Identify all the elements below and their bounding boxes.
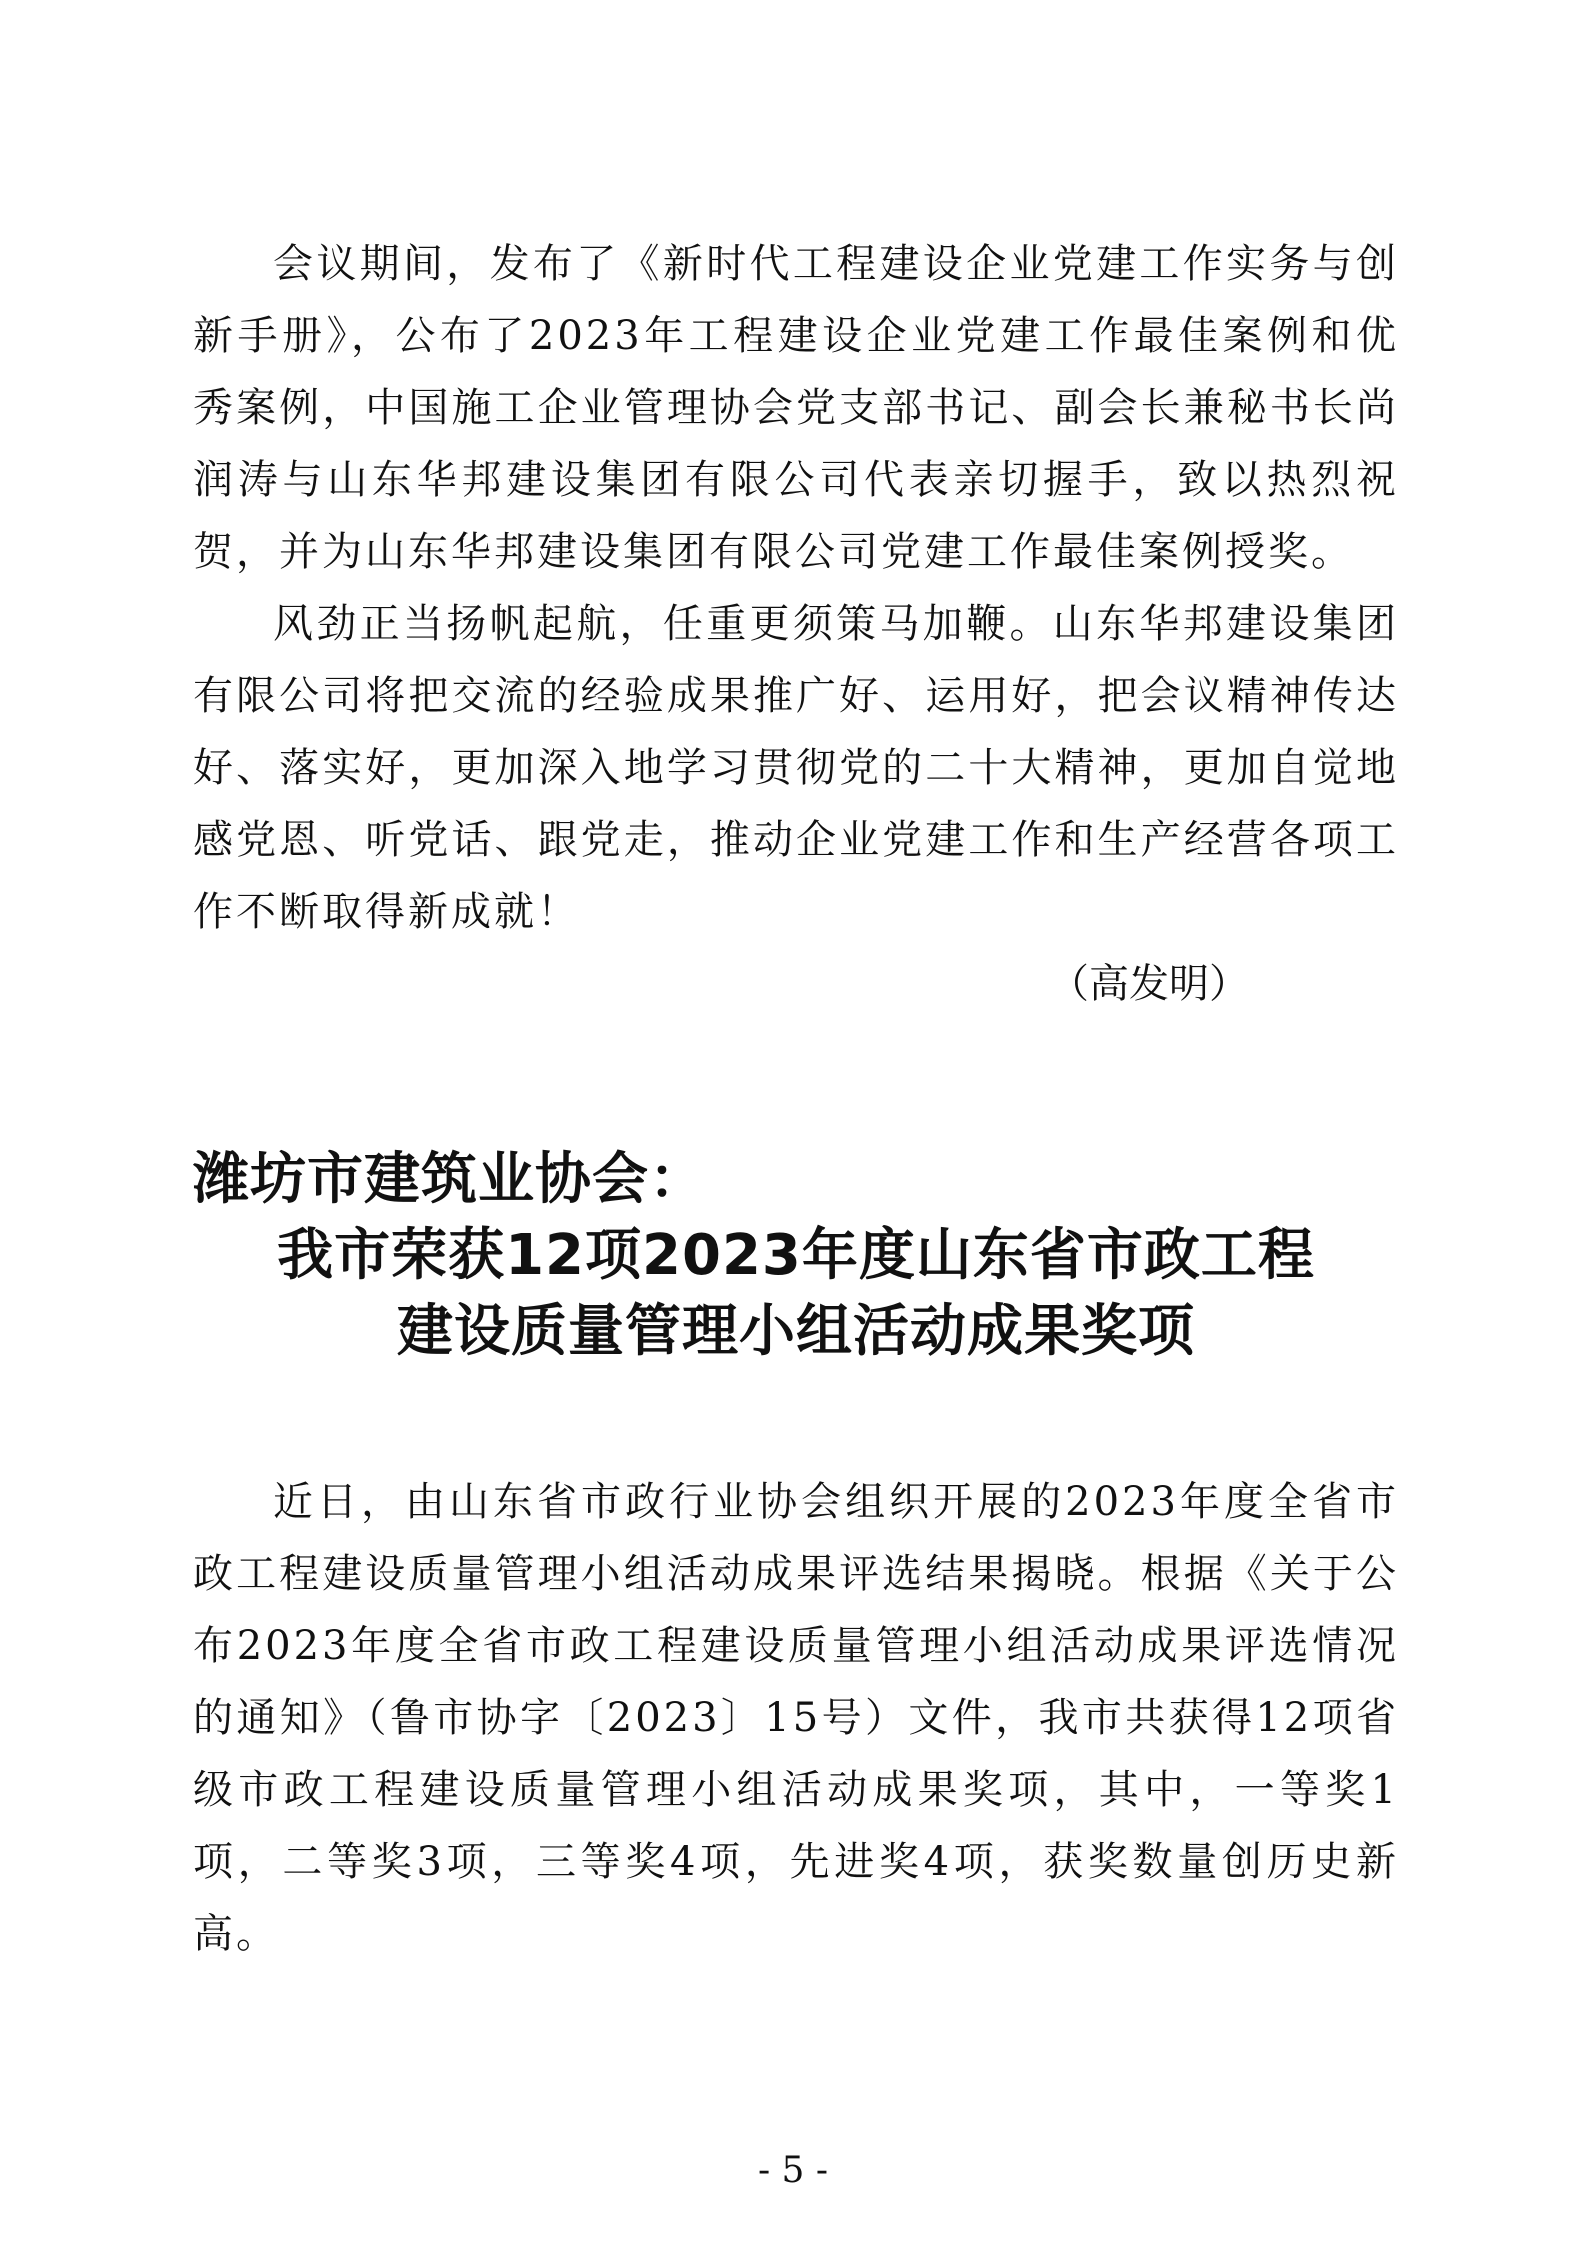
document-page [193, 228, 1399, 1970]
headline-line-2: 建设质量管理小组活动成果奖项 [397, 1299, 1195, 1364]
article-2-headline [193, 1142, 1399, 1370]
article-2-paragraph-1: 近日，由山东省市政行业协会组织开展的2023年度全省市政工程建设质量管理小组活动成果评选结果揭晓。根据《关于公布2023年度全省市政工程建设质量管理小组活动成果评选情况的通知》（鲁市协字〔2023〕15号）文件，我市共获得12项省级市政工程建设质量管理小组活动成果奖项，其中，一等奖1项，二等奖3项，三等奖4项，先进奖4项，获奖数量创历史新高。 [193, 1479, 1399, 1957]
headline-organization: 潍坊市建筑业协会： [193, 1147, 706, 1212]
article-1 [193, 228, 1399, 1020]
page-number: - 5 - [757, 2150, 829, 2191]
headline-line-1: 我市荣获12项2023年度山东省市政工程 [277, 1223, 1315, 1288]
article-1-paragraph-2: 风劲正当扬帆起航，任重更须策马加鞭。山东华邦建设集团有限公司将把交流的经验成果推广好、运用好，把会议精神传达好、落实好，更加深入地学习贯彻党的二十大精神，更加自觉地感党恩、听党话、跟党走，推动企业党建工作和生产经营各项工作不断取得新成就！ [193, 601, 1399, 935]
article-2-body [193, 1466, 1399, 1970]
author-signature: （高发明） [1049, 961, 1249, 1007]
article-1-paragraph-1: 会议期间，发布了《新时代工程建设企业党建工作实务与创新手册》，公布了2023年工程建设企业党建工作最佳案例和优秀案例，中国施工企业管理协会党支部书记、副会长兼秘书长尚润涛与山东华邦建设集团有限公司代表亲切握手，致以热烈祝贺，并为山东华邦建设集团有限公司党建工作最佳案例授奖。 [193, 241, 1399, 575]
